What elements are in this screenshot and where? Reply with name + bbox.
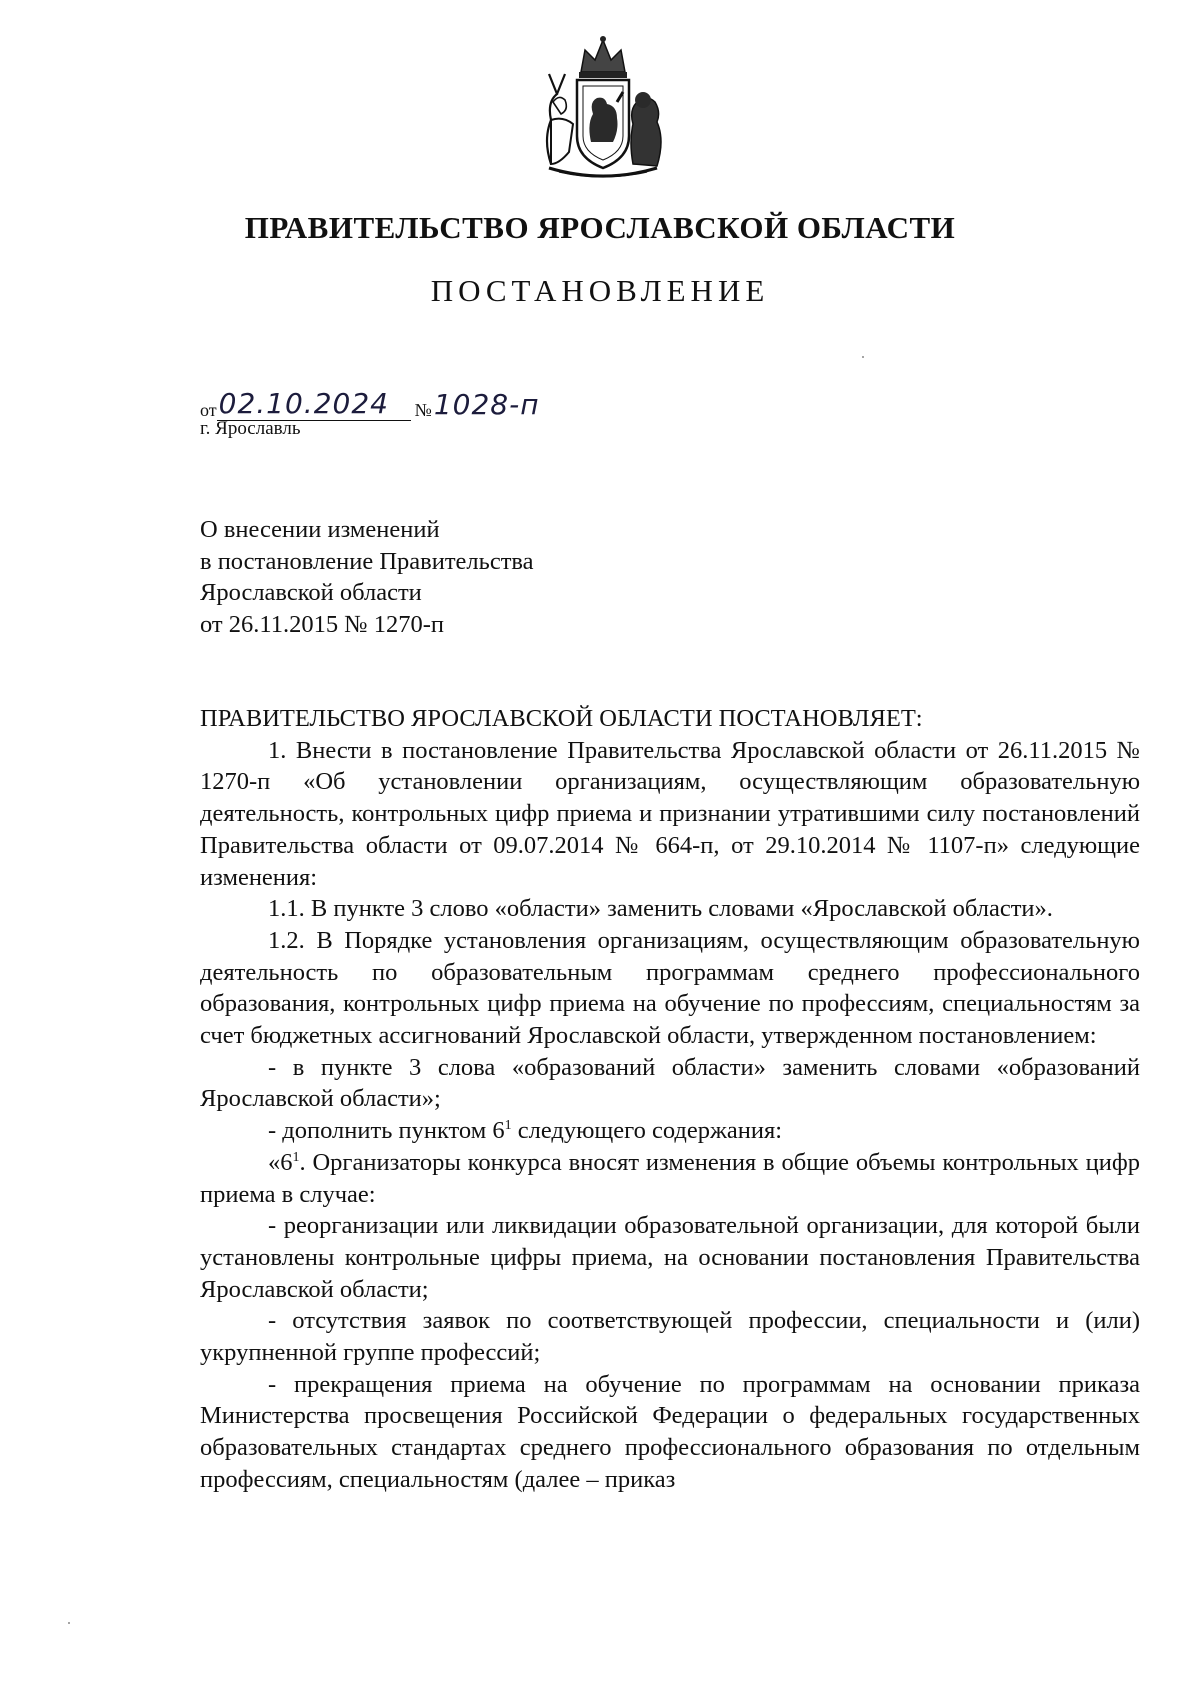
paragraph-1-2: 1.2. В Порядке установления организациям, осуществляющим образовательную деятельность по образовательным программам среднего профессионального образования, контрольных цифр приема на обучение по профессиям, специальностям за счет бюджетных ассигнований Ярославской области, утвержденном постановлением: bbox=[200, 926, 1140, 1050]
subject-line: в постановление Правительства bbox=[200, 547, 534, 575]
case-2: - отсутствия заявок по соответствующей профессии, специальности и (или) укрупненной группе профессий; bbox=[200, 1307, 1140, 1367]
bullet-2-text-end: следующего содержания: bbox=[511, 1117, 783, 1145]
bullet-2-text: - дополнить пунктом 6 bbox=[268, 1117, 505, 1145]
scan-speck bbox=[68, 1622, 70, 1624]
government-title: ПРАВИТЕЛЬСТВО ЯРОСЛАВСКОЙ ОБЛАСТИ bbox=[244, 210, 956, 245]
superscript: 1 bbox=[504, 1118, 512, 1134]
quoted-paragraph-text: . Организаторы конкурса вносят изменения в общие объемы контрольных цифр приема в случае: bbox=[200, 1148, 1140, 1208]
case-3: - прекращения приема на обучение по программам на основании приказа Министерства просвещения Российской Федерации о федеральных государственных образовательных стандартах среднего профессионального образования по отдельным профессиям, специальностям (далее – приказ bbox=[200, 1370, 1140, 1493]
coat-of-arms-icon bbox=[529, 32, 677, 182]
subject-line: от 26.11.2015 № 1270-п bbox=[200, 610, 444, 638]
case-1: - реорганизации или ликвидации образовательной организации, для которой были установлены контрольные цифры приема, на основании постановления Правительства Ярославской области; bbox=[200, 1212, 1140, 1303]
quoted-paragraph-number: «6 bbox=[268, 1148, 293, 1176]
document-number: 1028-п bbox=[433, 388, 540, 421]
bullet-1: - в пункте 3 слова «образований области» заменить словами «образований Ярославской области»; bbox=[200, 1053, 1140, 1113]
bullet-2 bbox=[200, 1115, 1140, 1147]
document-body bbox=[200, 703, 1140, 1496]
city: г. Ярославль bbox=[200, 418, 301, 439]
document-details bbox=[200, 383, 562, 421]
document-type: ПОСТАНОВЛЕНИЕ bbox=[430, 273, 770, 308]
subject-line: О внесении изменений bbox=[200, 516, 440, 543]
number-field bbox=[432, 388, 562, 421]
date-prefix: от bbox=[200, 400, 217, 420]
number-prefix: № bbox=[414, 400, 432, 420]
document-subject bbox=[200, 514, 534, 640]
quoted-paragraph bbox=[200, 1147, 1140, 1210]
scan-speck bbox=[862, 356, 864, 358]
date-number-line bbox=[200, 383, 562, 421]
date-field bbox=[217, 387, 411, 421]
superscript: 1 bbox=[292, 1149, 300, 1165]
resolution-heading: ПРАВИТЕЛЬСТВО ЯРОСЛАВСКОЙ ОБЛАСТИ ПОСТАНОВЛЯЕТ: bbox=[200, 705, 923, 732]
subject-line: Ярославской области bbox=[200, 579, 422, 606]
paragraph-1-1: 1.1. В пункте 3 слово «области» заменить словами «Ярославской области». bbox=[268, 895, 1053, 923]
paragraph-1: 1. Внести в постановление Правительства Ярославской области от 26.11.2015 № 1270-п «Об установлении организациям, осуществляющим образовательную деятельность, контрольных цифр приема и признании утратившими силу постановлений Правительства области от 09.07.2014 № 664-п, от 29.10.2014 № 1107-п» следующие изменения: bbox=[200, 736, 1140, 891]
document-date: 02.10.2024 bbox=[218, 387, 389, 420]
